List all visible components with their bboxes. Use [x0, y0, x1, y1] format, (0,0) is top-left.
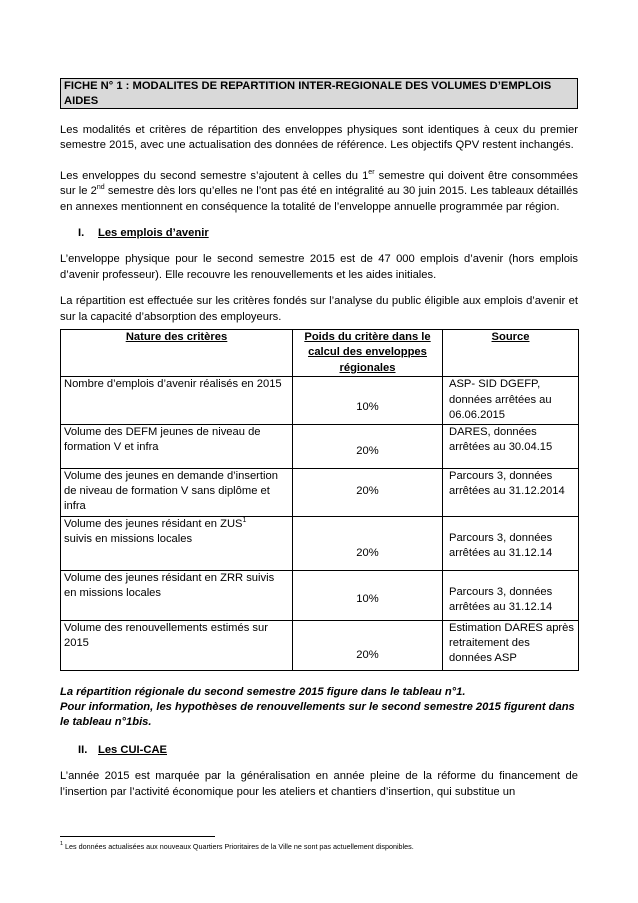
intro-p2-part-b: semestre qui doivent être consommées sur le 2 — [60, 169, 578, 198]
source-cell: DARES, données arrêtées au 30.04.15 — [443, 424, 579, 468]
intro-paragraph-1: Les modalités et critères de répartition des enveloppes physiques sont identiques à ceux du premier semestre 2015, avec une actualisation des données de référence. Les objectifs QPV restent inchangés. — [60, 124, 578, 152]
criterion-cell: Volume des renouvellements estimés sur 2015 — [61, 620, 293, 670]
header-source: Source — [443, 330, 579, 377]
source-cell: ASP- SID DGEFP, données arrêtées au 06.06.2015 — [443, 377, 579, 424]
weight-cell: 10% — [293, 570, 443, 620]
criteria-table — [60, 329, 579, 670]
footnote-mark: 1 — [60, 841, 64, 847]
weight-cell: 20% — [293, 424, 443, 468]
table-row — [61, 468, 579, 516]
weight-cell: 10% — [293, 377, 443, 424]
summary-line-1: La répartition régionale du second semestre 2015 figure dans le tableau n°1. — [60, 685, 466, 698]
footnote-divider — [60, 836, 215, 837]
source-cell: Parcours 3, données arrêtées au 31.12.2014 — [443, 468, 579, 516]
criterion-cell: Nombre d’emplois d’avenir réalisés en 2015 — [61, 377, 293, 424]
source-cell: Parcours 3, données arrêtées au 31.12.14 — [443, 516, 579, 570]
section-1-paragraph-1: L’enveloppe physique pour le second semestre 2015 est de 47 000 emplois d’avenir (hors emplois d’avenir professeur). Elle recouvre les renouvellements et les aides initiales. — [60, 253, 578, 281]
section-2-title: Les CUI-CAE — [98, 743, 167, 756]
footnote-ref-1: 1 — [242, 516, 247, 524]
section-2-heading — [78, 743, 578, 758]
footnote-text: Les données actualisées aux nouveaux Quartiers Prioritaires de la Ville ne sont pas actuellement disponibles. — [63, 842, 414, 851]
header-criteria: Nature des critères — [61, 330, 293, 377]
table-row — [61, 570, 579, 620]
section-1-title: Les emplois d’avenir — [98, 227, 209, 240]
weight-cell: 20% — [293, 516, 443, 570]
document-page — [60, 78, 578, 800]
table-row — [61, 424, 579, 468]
superscript-nd: nd — [96, 184, 105, 192]
superscript-er: er — [368, 168, 375, 176]
criterion-cell: Volume des jeunes résidant en ZRR suivis en missions locales — [61, 570, 293, 620]
table-row — [61, 377, 579, 424]
criterion-cell: Volume des jeunes en demande d’insertion de niveau de formation V sans diplôme et infra — [61, 468, 293, 516]
weight-cell: 20% — [293, 468, 443, 516]
section-1-heading — [78, 226, 578, 241]
section-1-number: I. — [78, 227, 85, 240]
intro-p2-part-c: semestre dès lors qu’elles ne l’ont pas été en intégralité au 30 juin 2015. Les tableaux détaillés en annexes mentionnent en conséquence la totalité de l’enveloppe annuelle programmée par région. — [60, 185, 578, 213]
summary-line-2: Pour information, les hypothèses de renouvellements sur le second semestre 2015 figurent dans le tableau n°1bis. — [60, 700, 575, 729]
fiche-title-box — [60, 78, 578, 109]
weight-cell: 20% — [293, 620, 443, 670]
table-row — [61, 516, 579, 570]
source-cell: Estimation DARES après retraitement des données ASP — [443, 620, 579, 670]
intro-p2-part-a: Les enveloppes du second semestre s’ajoutent à celles du 1 — [60, 169, 369, 182]
criterion-cell: Volume des DEFM jeunes de niveau de formation V et infra — [61, 424, 293, 468]
table-row — [61, 620, 579, 670]
criterion-cell: Volume des jeunes résidant en ZUS$^1$ suivis en missions locales — [61, 516, 293, 570]
table-header-row — [61, 330, 579, 377]
footnote — [60, 842, 414, 852]
source-cell: Parcours 3, données arrêtées au 31.12.14 — [443, 570, 579, 620]
intro-paragraph-2 — [60, 169, 578, 215]
header-weight: Poids du critère dans le calcul des enveloppes régionales — [293, 330, 443, 377]
fiche-title: FICHE N° 1 : MODALITES DE REPARTITION INTER-REGIONALE DES VOLUMES D’EMPLOIS AIDES — [64, 80, 552, 107]
section-2-number: II. — [78, 743, 88, 756]
section-1-paragraph-2: La répartition est effectuée sur les critères fondés sur l’analyse du public éligible aux emplois d’avenir et sur la capacité d’absorption des employeurs. — [60, 295, 578, 323]
section-2-paragraph-1: L’année 2015 est marquée par la généralisation en année pleine de la réforme du financement de l’insertion par l’activité économique pour les ateliers et chantiers d’insertion, qui substitue un — [60, 770, 578, 798]
